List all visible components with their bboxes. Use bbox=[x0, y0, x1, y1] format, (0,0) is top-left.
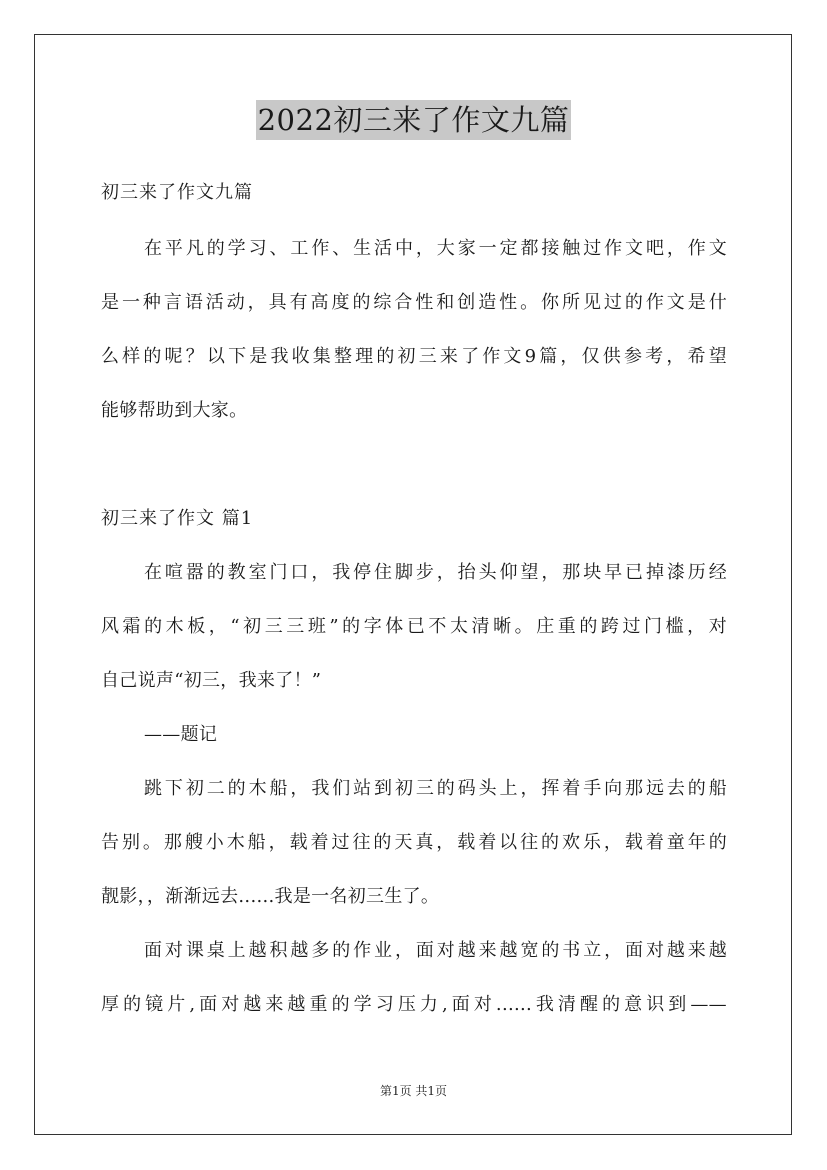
page-footer: 第1页 共1页 bbox=[379, 1084, 448, 1098]
intro-line: 么样的呢？以下是我收集整理的初三来了作文9篇，仅供参考，希望 bbox=[101, 346, 727, 367]
paragraph-line: 风霜的木板，“初三三班”的字体已不太清晰。庄重的跨过门槛，对 bbox=[101, 616, 727, 637]
paragraph-line: 厚的镜片,面对越来越重的学习压力,面对......我清醒的意识到—— bbox=[101, 994, 727, 1015]
section-heading-block bbox=[101, 492, 727, 546]
paragraph-2 bbox=[101, 762, 727, 924]
paragraph-1 bbox=[101, 546, 727, 708]
paragraph-line: 靓影，，渐渐远去......我是一名初三生了。 bbox=[101, 886, 440, 907]
intro-line: 能够帮助到大家。 bbox=[101, 400, 248, 421]
subtitle-block bbox=[101, 166, 727, 220]
paragraph-line: 在喧嚣的教室门口，我停住脚步，抬头仰望，那块早已掉漆历经 bbox=[144, 562, 727, 583]
intro-line: 是一种言语活动，具有高度的综合性和创造性。你所见过的作文是什 bbox=[101, 292, 727, 313]
title-container bbox=[0, 100, 827, 140]
paragraph-line: 自己说声“初三，我来了！” bbox=[101, 670, 322, 691]
epigraph: ——题记 bbox=[144, 724, 218, 745]
paragraph-line: 面对课桌上越积越多的作业，面对越来越宽的书立，面对越来越 bbox=[144, 940, 727, 961]
intro-line: 在平凡的学习、工作、生活中，大家一定都接触过作文吧，作文 bbox=[144, 238, 727, 259]
epigraph-block bbox=[101, 708, 727, 762]
document-subtitle: 初三来了作文九篇 bbox=[101, 182, 253, 203]
section-heading: 初三来了作文 篇1 bbox=[101, 508, 254, 529]
paragraph-line: 告别。那艘小木船，载着过往的天真，载着以往的欢乐，载着童年的 bbox=[101, 832, 727, 853]
paragraph-line: 跳下初二的木船，我们站到初三的码头上，挥着手向那远去的船 bbox=[144, 778, 727, 799]
document-title: 2022初三来了作文九篇 bbox=[256, 100, 572, 140]
intro-paragraph bbox=[101, 222, 727, 438]
paragraph-3 bbox=[101, 924, 727, 1032]
